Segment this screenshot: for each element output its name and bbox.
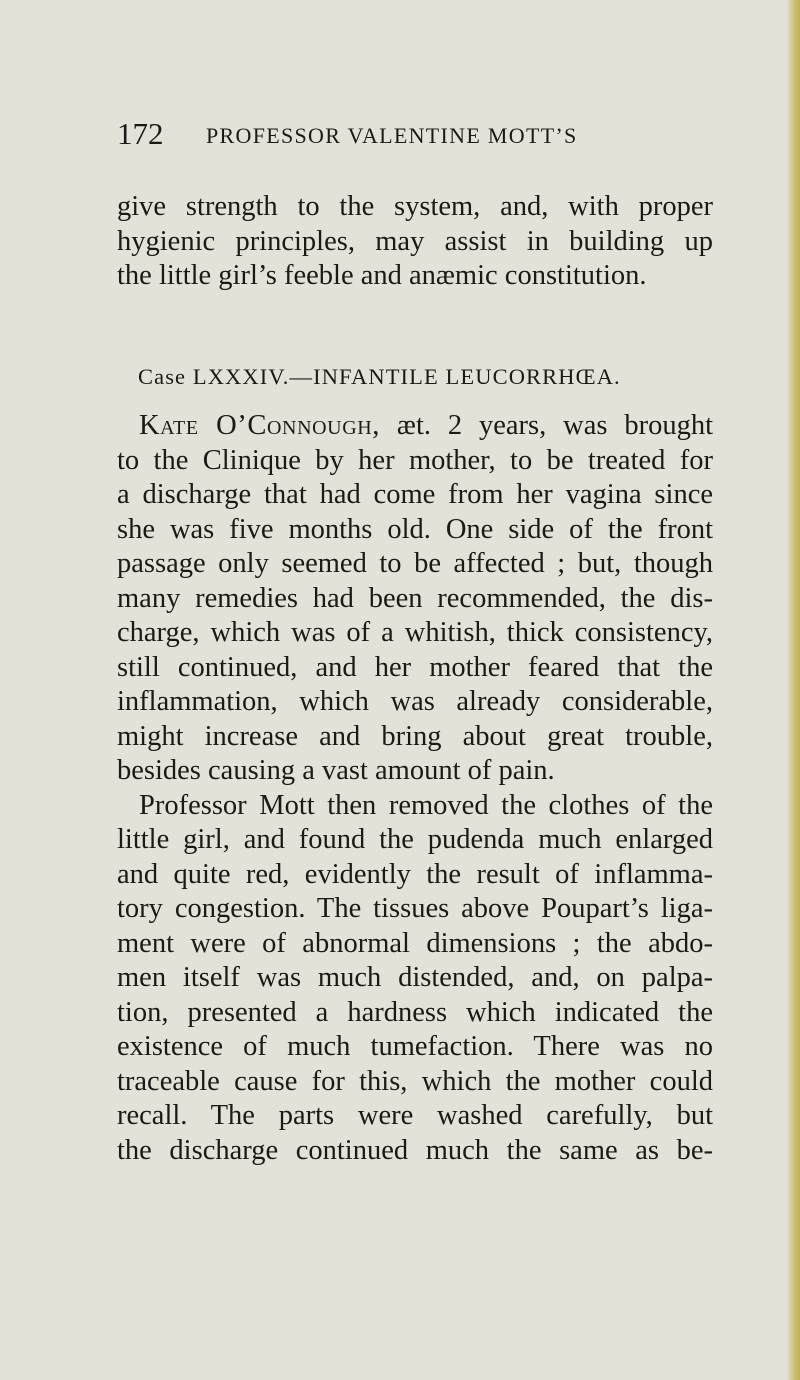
case-heading: Case LXXXIV.—INFANTILE LEUCORRHŒA. [138,364,621,389]
running-head: PROFESSOR VALENTINE MOTT’S [206,123,578,148]
opening-rest: æt. 2 years, was brought [380,410,714,441]
text-line: still continued, and her mother feared that the [117,651,713,683]
text-line: traceable cause for this, which the mother could [117,1065,713,1097]
intro-paragraph [117,190,713,294]
text-line: men itself was much distended, and, on palpa- [117,962,713,993]
text-line: and quite red, evidently the result of inflamma- [117,858,713,890]
text-line: might increase and bring about great trouble, [117,720,713,752]
text-line: ment were of abnormal dimensions ; the abdo- [117,927,713,959]
text-line: tory congestion. The tissues above Poupart’s liga- [117,893,713,924]
text-line: the discharge continued much the same as be- [117,1134,713,1166]
case-paragraph-1 [117,409,713,789]
text-line: a discharge that had come from her vagina since [117,479,713,510]
text-line: Professor Mott then removed the clothes of the [139,789,713,821]
text-line: hygienic principles, may assist in building up [117,225,713,257]
text-line: the little girl’s feeble and anæmic constitution. [117,260,647,291]
text-line: besides causing a vast amount of pain. [117,755,555,786]
patient-name: Kate O’Connough, [139,410,381,441]
text-line: tion, presented a hardness which indicated the [117,996,713,1028]
text-line: she was five months old. One side of the front [117,513,713,545]
case-paragraph-2 [117,789,713,1169]
text-line: to the Clinique by her mother, to be treated for [117,444,713,476]
text-line: give strength to the system, and, with proper [117,191,713,222]
text-line: many remedies had been recommended, the dis- [117,582,713,614]
page-edge [786,0,800,1380]
text-line: passage only seemed to be affected ; but, though [117,548,713,579]
page-header [117,117,709,157]
text-line-opening [117,409,713,444]
text-line: charge, which was of a whitish, thick consistency, [117,617,713,648]
text-line: recall. The parts were washed carefully, but [117,1100,713,1131]
page-number: 172 [117,116,164,151]
text-line: existence of much tumefaction. There was no [117,1031,713,1062]
text-line: inflammation, which was already considerable, [117,686,713,717]
text-line: little girl, and found the pudenda much enlarged [117,824,713,855]
